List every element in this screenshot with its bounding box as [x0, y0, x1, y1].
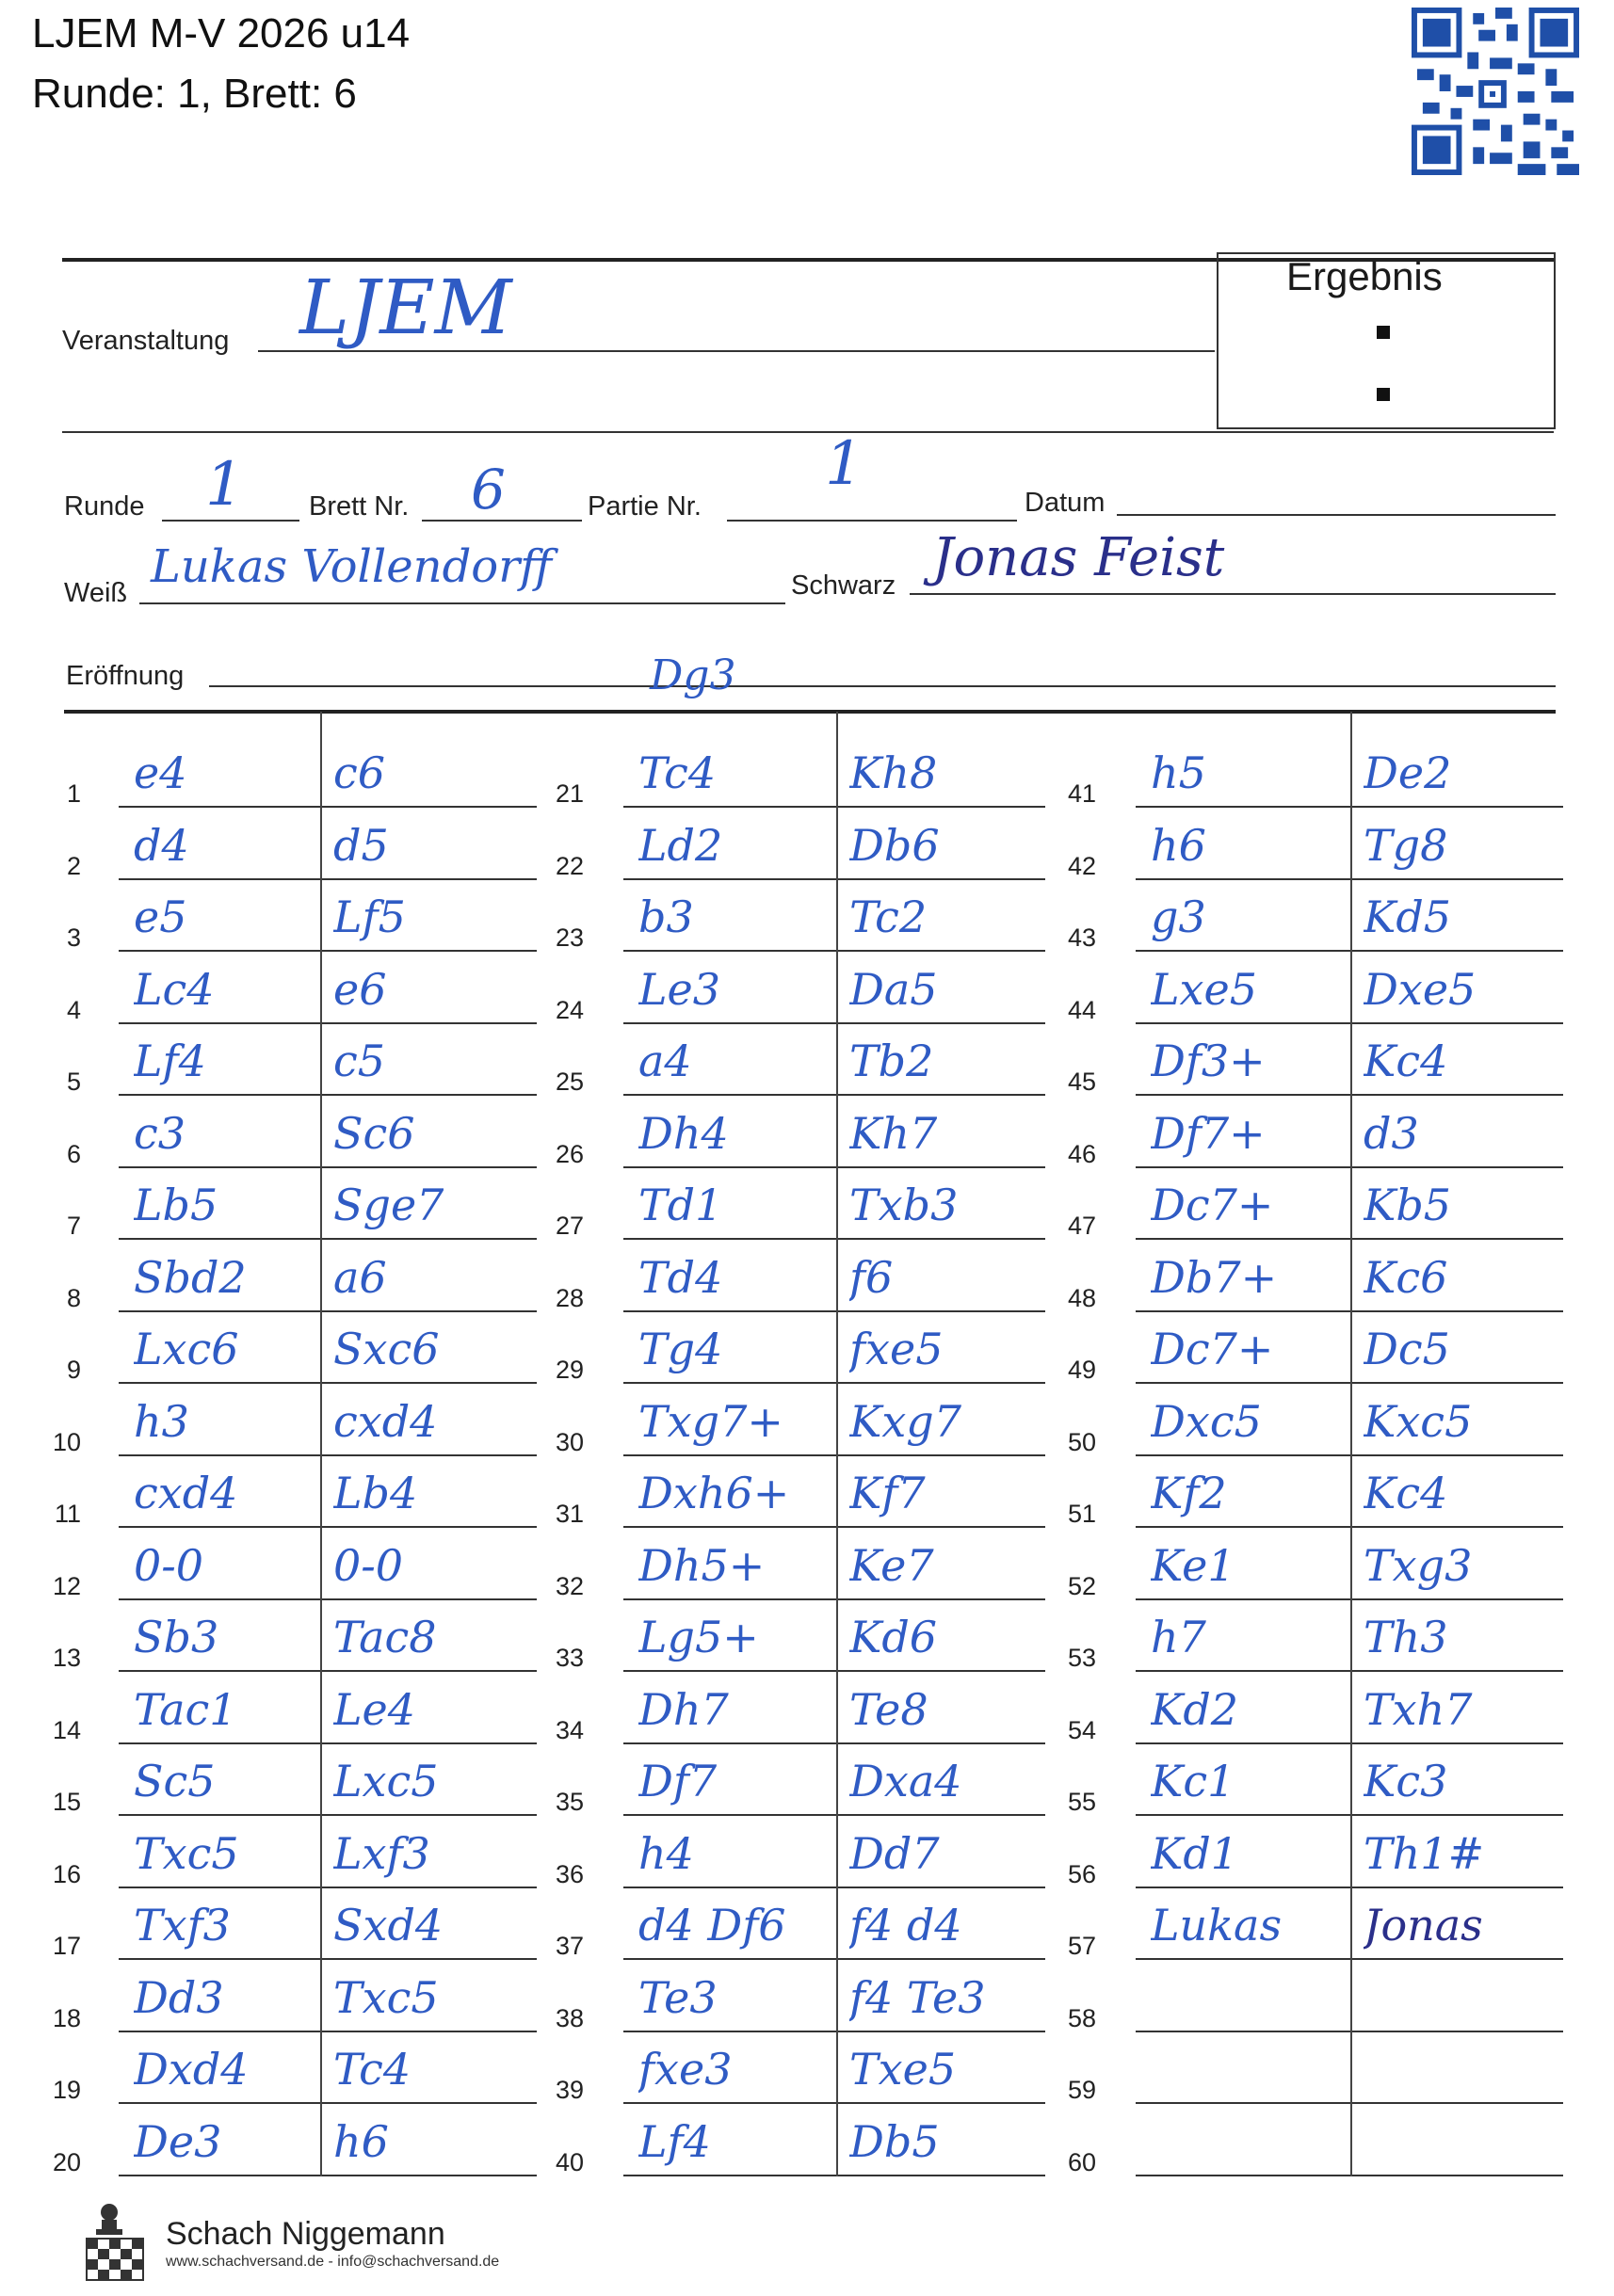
black-move: Sge7	[333, 1180, 444, 1230]
move-row-line	[1136, 1382, 1563, 1384]
white-move: c3	[134, 1108, 186, 1159]
black-move: Kd5	[1364, 891, 1452, 942]
white-move: Te3	[638, 1972, 718, 2023]
game-label: Partie Nr.	[588, 491, 702, 522]
move-row-line	[1136, 2031, 1563, 2032]
move-number: 23	[555, 923, 584, 952]
move-row-line	[1136, 950, 1563, 952]
move-column-separator	[1350, 712, 1352, 2176]
black-move: Sxd4	[333, 1900, 444, 1951]
move-row-line	[119, 1022, 537, 1024]
white-move: Dc7+	[1151, 1180, 1274, 1230]
black-move: Dd7	[849, 1828, 940, 1879]
black-move: Txc5	[333, 1972, 439, 2023]
move-number: 28	[555, 1284, 584, 1312]
white-move: Lb5	[134, 1180, 218, 1230]
white-move: Tc4	[638, 747, 717, 798]
move-number: 53	[1067, 1644, 1096, 1672]
move-number: 7	[66, 1212, 81, 1240]
white-move: De3	[134, 2116, 222, 2167]
move-row-line	[119, 950, 537, 952]
white-move: Dh5+	[638, 1540, 766, 1591]
white-move: Lc4	[134, 964, 215, 1015]
white-move: Dh7	[638, 1684, 729, 1735]
move-number: 52	[1067, 1572, 1096, 1600]
header-event: LJEM M-V 2026 u14	[32, 10, 411, 56]
move-row-line	[119, 1526, 537, 1528]
move-number: 27	[555, 1212, 584, 1240]
move-row-line	[119, 1238, 537, 1240]
move-number: 19	[52, 2076, 81, 2104]
move-row-line	[1136, 1094, 1563, 1096]
move-row-line	[623, 1598, 1045, 1600]
white-move: Tg4	[638, 1324, 723, 1374]
black-move: Kc4	[1364, 1468, 1448, 1518]
black-move: De2	[1364, 747, 1452, 798]
move-row-line	[119, 2175, 537, 2176]
black-move: f6	[849, 1252, 894, 1303]
board-label: Brett Nr.	[309, 491, 410, 522]
move-row-line	[623, 878, 1045, 880]
move-row-line	[623, 1454, 1045, 1456]
move-number: 49	[1067, 1356, 1096, 1384]
move-row-line	[623, 1382, 1045, 1384]
event-value: LJEM	[299, 264, 512, 351]
move-number: 48	[1067, 1284, 1096, 1312]
move-row-line	[1136, 1814, 1563, 1816]
black-label: Schwarz	[791, 570, 896, 601]
black-move: Sc6	[333, 1108, 415, 1159]
black-move: c5	[333, 1036, 386, 1086]
white-move: Tac1	[134, 1684, 237, 1735]
black-move: Kxc5	[1364, 1396, 1473, 1447]
black-move: Th1#	[1364, 1828, 1485, 1879]
opening-bottom-rule	[64, 710, 1556, 714]
date-label: Datum	[1025, 488, 1106, 518]
move-row-line	[1136, 1670, 1563, 1672]
black-move: Dc5	[1364, 1324, 1450, 1374]
move-row-line	[119, 1094, 537, 1096]
move-number: 44	[1067, 996, 1096, 1024]
move-row-line	[623, 1887, 1045, 1888]
white-value: Lukas Vollendorff	[151, 540, 553, 593]
move-number: 47	[1067, 1212, 1096, 1240]
white-move: Lukas	[1151, 1900, 1283, 1951]
white-move: 0-0	[134, 1540, 204, 1591]
move-number: 10	[52, 1428, 81, 1456]
move-number: 36	[555, 1860, 584, 1888]
move-number: 13	[52, 1644, 81, 1672]
move-number: 45	[1067, 1068, 1096, 1096]
move-row-line	[1136, 1454, 1563, 1456]
move-row-line	[623, 2102, 1045, 2104]
white-move: Td1	[638, 1180, 723, 1230]
move-row-line	[119, 806, 537, 808]
black-move: Jonas	[1364, 1900, 1483, 1951]
black-move: Sxc6	[333, 1324, 440, 1374]
white-move: Kd2	[1151, 1684, 1239, 1735]
move-row-line	[119, 1958, 537, 1960]
white-move: h3	[134, 1396, 189, 1447]
move-row-line	[1136, 1526, 1563, 1528]
black-move: e6	[333, 964, 387, 1015]
opening-label: Eröffnung	[66, 661, 185, 691]
opening-value: Dg3	[650, 651, 736, 699]
black-move: Txh7	[1364, 1684, 1473, 1735]
white-move: Kd1	[1151, 1828, 1239, 1879]
white-move: h7	[1151, 1612, 1206, 1662]
move-number: 25	[555, 1068, 584, 1096]
move-row-line	[1136, 878, 1563, 880]
move-number: 9	[66, 1356, 81, 1384]
game-line	[727, 520, 1017, 522]
black-move: Kb5	[1364, 1180, 1452, 1230]
white-move: d4	[134, 820, 189, 871]
white-move: Sbd2	[134, 1252, 247, 1303]
black-move: Kh8	[849, 747, 938, 798]
move-row-line	[623, 2175, 1045, 2176]
white-move: Td4	[638, 1252, 723, 1303]
move-row-line	[623, 1238, 1045, 1240]
black-move: Lxc5	[333, 1756, 439, 1806]
move-row-line	[119, 1742, 537, 1744]
move-row-line	[623, 1958, 1045, 1960]
black-move: Th3	[1364, 1612, 1448, 1662]
move-number: 20	[52, 2148, 81, 2176]
move-number: 4	[66, 996, 81, 1024]
black-move: Kc3	[1364, 1756, 1448, 1806]
black-move: Kxg7	[849, 1396, 962, 1447]
white-move: Kf2	[1151, 1468, 1227, 1518]
move-row-line	[1136, 1887, 1563, 1888]
opening-line	[209, 685, 1556, 687]
move-row-line	[1136, 1958, 1563, 1960]
move-number: 26	[555, 1140, 584, 1168]
move-number: 8	[66, 1284, 81, 1312]
move-row-line	[623, 1094, 1045, 1096]
black-move: d5	[333, 820, 389, 871]
move-row-line	[119, 1166, 537, 1168]
white-move: a4	[638, 1036, 692, 1086]
move-number: 58	[1067, 2004, 1096, 2032]
move-column-separator	[320, 712, 322, 2176]
event-label: Veranstaltung	[62, 326, 230, 356]
black-move: Kd6	[849, 1612, 938, 1662]
move-row-line	[623, 1670, 1045, 1672]
black-move: Txb3	[849, 1180, 959, 1230]
black-move: a6	[333, 1252, 387, 1303]
move-row-line	[119, 878, 537, 880]
move-row-line	[623, 2031, 1045, 2032]
black-move: Kh7	[849, 1108, 938, 1159]
move-row-line	[1136, 1022, 1563, 1024]
white-move: Kc1	[1151, 1756, 1235, 1806]
black-move: d3	[1364, 1108, 1419, 1159]
black-move: Txg3	[1364, 1540, 1473, 1591]
move-row-line	[1136, 2102, 1563, 2104]
move-number: 5	[66, 1068, 81, 1096]
white-move: Dxc5	[1151, 1396, 1262, 1447]
white-move: Txc5	[134, 1828, 239, 1879]
white-move: e4	[134, 747, 187, 798]
move-row-line	[119, 1382, 537, 1384]
white-line	[139, 602, 785, 604]
white-move: b3	[638, 891, 694, 942]
date-line	[1117, 514, 1556, 516]
move-number: 46	[1067, 1140, 1096, 1168]
black-move: Tac8	[333, 1612, 437, 1662]
black-move: Lxf3	[333, 1828, 430, 1879]
white-move: Le3	[638, 964, 721, 1015]
black-line	[910, 593, 1556, 595]
move-row-line	[1136, 1310, 1563, 1312]
white-move: cxd4	[134, 1468, 238, 1518]
move-number: 60	[1067, 2148, 1096, 2176]
event-bottom-rule	[62, 431, 1554, 433]
white-move: Sb3	[134, 1612, 219, 1662]
move-row-line	[1136, 2175, 1563, 2176]
move-number: 59	[1067, 2076, 1096, 2104]
black-move: c6	[333, 747, 386, 798]
white-move: fxe3	[638, 2044, 733, 2095]
move-number: 40	[555, 2148, 584, 2176]
move-row-line	[119, 1598, 537, 1600]
move-row-line	[119, 1454, 537, 1456]
chess-logo-icon	[77, 2199, 153, 2284]
move-number: 24	[555, 996, 584, 1024]
header-round-board: Runde: 1, Brett: 6	[32, 71, 357, 117]
round-line	[162, 520, 299, 522]
black-move: Tc2	[849, 891, 928, 942]
black-move: Dxe5	[1364, 964, 1477, 1015]
white-move: Sc5	[134, 1756, 216, 1806]
black-move: f4 Te3	[849, 1972, 986, 2023]
white-move: h6	[1151, 820, 1206, 871]
move-number: 12	[52, 1572, 81, 1600]
move-number: 57	[1067, 1932, 1096, 1960]
move-number: 33	[555, 1644, 584, 1672]
move-number: 42	[1067, 852, 1096, 880]
white-move: Lxe5	[1151, 964, 1257, 1015]
move-number: 54	[1067, 1716, 1096, 1744]
move-row-line	[119, 2102, 537, 2104]
black-move: Dxa4	[849, 1756, 962, 1806]
move-row-line	[119, 2031, 537, 2032]
move-number: 50	[1067, 1428, 1096, 1456]
white-move: Db7+	[1151, 1252, 1278, 1303]
move-row-line	[623, 1310, 1045, 1312]
move-number: 21	[555, 779, 584, 808]
footer-brand: Schach Niggemann	[166, 2216, 445, 2252]
move-row-line	[1136, 1238, 1563, 1240]
move-number: 56	[1067, 1860, 1096, 1888]
white-move: g3	[1151, 891, 1206, 942]
black-move: Lb4	[333, 1468, 418, 1518]
move-number: 39	[555, 2076, 584, 2104]
black-move: h6	[333, 2116, 389, 2167]
move-number: 43	[1067, 923, 1096, 952]
move-number: 1	[66, 779, 81, 808]
move-number: 16	[52, 1860, 81, 1888]
move-row-line	[623, 1022, 1045, 1024]
move-row-line	[1136, 806, 1563, 808]
black-move: Te8	[849, 1684, 928, 1735]
black-move: Kf7	[849, 1468, 926, 1518]
white-move: Dh4	[638, 1108, 729, 1159]
move-number: 51	[1067, 1500, 1096, 1528]
black-move: Txe5	[849, 2044, 957, 2095]
move-number: 29	[555, 1356, 584, 1384]
qr-code-icon	[1411, 8, 1580, 175]
move-row-line	[119, 1814, 537, 1816]
move-row-line	[1136, 1166, 1563, 1168]
move-number: 37	[555, 1932, 584, 1960]
black-move: Lf5	[333, 891, 406, 942]
move-row-line	[623, 1814, 1045, 1816]
white-move: Txf3	[134, 1900, 231, 1951]
move-row-line	[119, 1887, 537, 1888]
round-value: 1	[205, 450, 244, 520]
move-number: 17	[52, 1932, 81, 1960]
move-row-line	[119, 1310, 537, 1312]
move-number: 14	[52, 1716, 81, 1744]
white-move: h4	[638, 1828, 694, 1879]
round-label: Runde	[64, 491, 145, 522]
move-row-line	[623, 1526, 1045, 1528]
move-column-separator	[836, 712, 838, 2176]
move-number: 18	[52, 2004, 81, 2032]
white-move: Lg5+	[638, 1612, 759, 1662]
move-row-line	[119, 1670, 537, 1672]
move-row-line	[623, 806, 1045, 808]
move-number: 30	[555, 1428, 584, 1456]
move-number: 2	[66, 852, 81, 880]
black-move: Tc4	[333, 2044, 412, 2095]
black-move: Da5	[849, 964, 938, 1015]
move-number: 3	[66, 923, 81, 952]
white-move: Ke1	[1151, 1540, 1235, 1591]
game-value: 1	[825, 429, 863, 499]
move-number: 15	[52, 1788, 81, 1816]
black-move: Db5	[849, 2116, 940, 2167]
black-move: Kc4	[1364, 1036, 1448, 1086]
black-move: Ke7	[849, 1540, 934, 1591]
black-move: Db6	[849, 820, 940, 871]
black-move: 0-0	[333, 1540, 404, 1591]
move-number: 32	[555, 1572, 584, 1600]
move-number: 6	[66, 1140, 81, 1168]
white-move: Lf4	[134, 1036, 206, 1086]
white-move: Lf4	[638, 2116, 711, 2167]
black-move: fxe5	[849, 1324, 944, 1374]
result-label: Ergebnis	[1286, 254, 1443, 298]
result-bullet	[1377, 326, 1390, 339]
white-move: e5	[134, 891, 187, 942]
white-move: Df3+	[1151, 1036, 1266, 1086]
white-move: Df7+	[1151, 1108, 1266, 1159]
move-row-line	[1136, 1598, 1563, 1600]
white-move: Txg7+	[638, 1396, 783, 1447]
white-move: h5	[1151, 747, 1206, 798]
black-move: Tg8	[1364, 820, 1448, 871]
footer-contact: www.schachversand.de - info@schachversand.de	[166, 2254, 500, 2270]
white-move: Dxd4	[134, 2044, 249, 2095]
white-move: Lxc6	[134, 1324, 239, 1374]
white-label: Weiß	[64, 578, 128, 608]
black-value: Jonas Feist	[932, 527, 1225, 588]
black-move: Kc6	[1364, 1252, 1448, 1303]
result-bullet	[1377, 388, 1390, 401]
black-move: cxd4	[333, 1396, 438, 1447]
move-number: 11	[54, 1500, 81, 1528]
white-move: Ld2	[638, 820, 723, 871]
board-value: 6	[471, 458, 506, 522]
black-move: Le4	[333, 1684, 416, 1735]
white-move: Df7	[638, 1756, 718, 1806]
move-number: 41	[1067, 779, 1096, 808]
move-number: 35	[555, 1788, 584, 1816]
white-move: Dc7+	[1151, 1324, 1274, 1374]
move-row-line	[1136, 1742, 1563, 1744]
black-move: f4 d4	[849, 1900, 962, 1951]
white-move: Dd3	[134, 1972, 224, 2023]
move-row-line	[623, 950, 1045, 952]
move-number: 22	[555, 852, 584, 880]
move-number: 55	[1067, 1788, 1096, 1816]
black-move: Tb2	[849, 1036, 934, 1086]
white-move: d4 Df6	[638, 1900, 786, 1951]
move-number: 38	[555, 2004, 584, 2032]
move-number: 31	[555, 1500, 584, 1528]
move-row-line	[623, 1166, 1045, 1168]
move-number: 34	[555, 1716, 584, 1744]
white-move: Dxh6+	[638, 1468, 790, 1518]
move-row-line	[623, 1742, 1045, 1744]
